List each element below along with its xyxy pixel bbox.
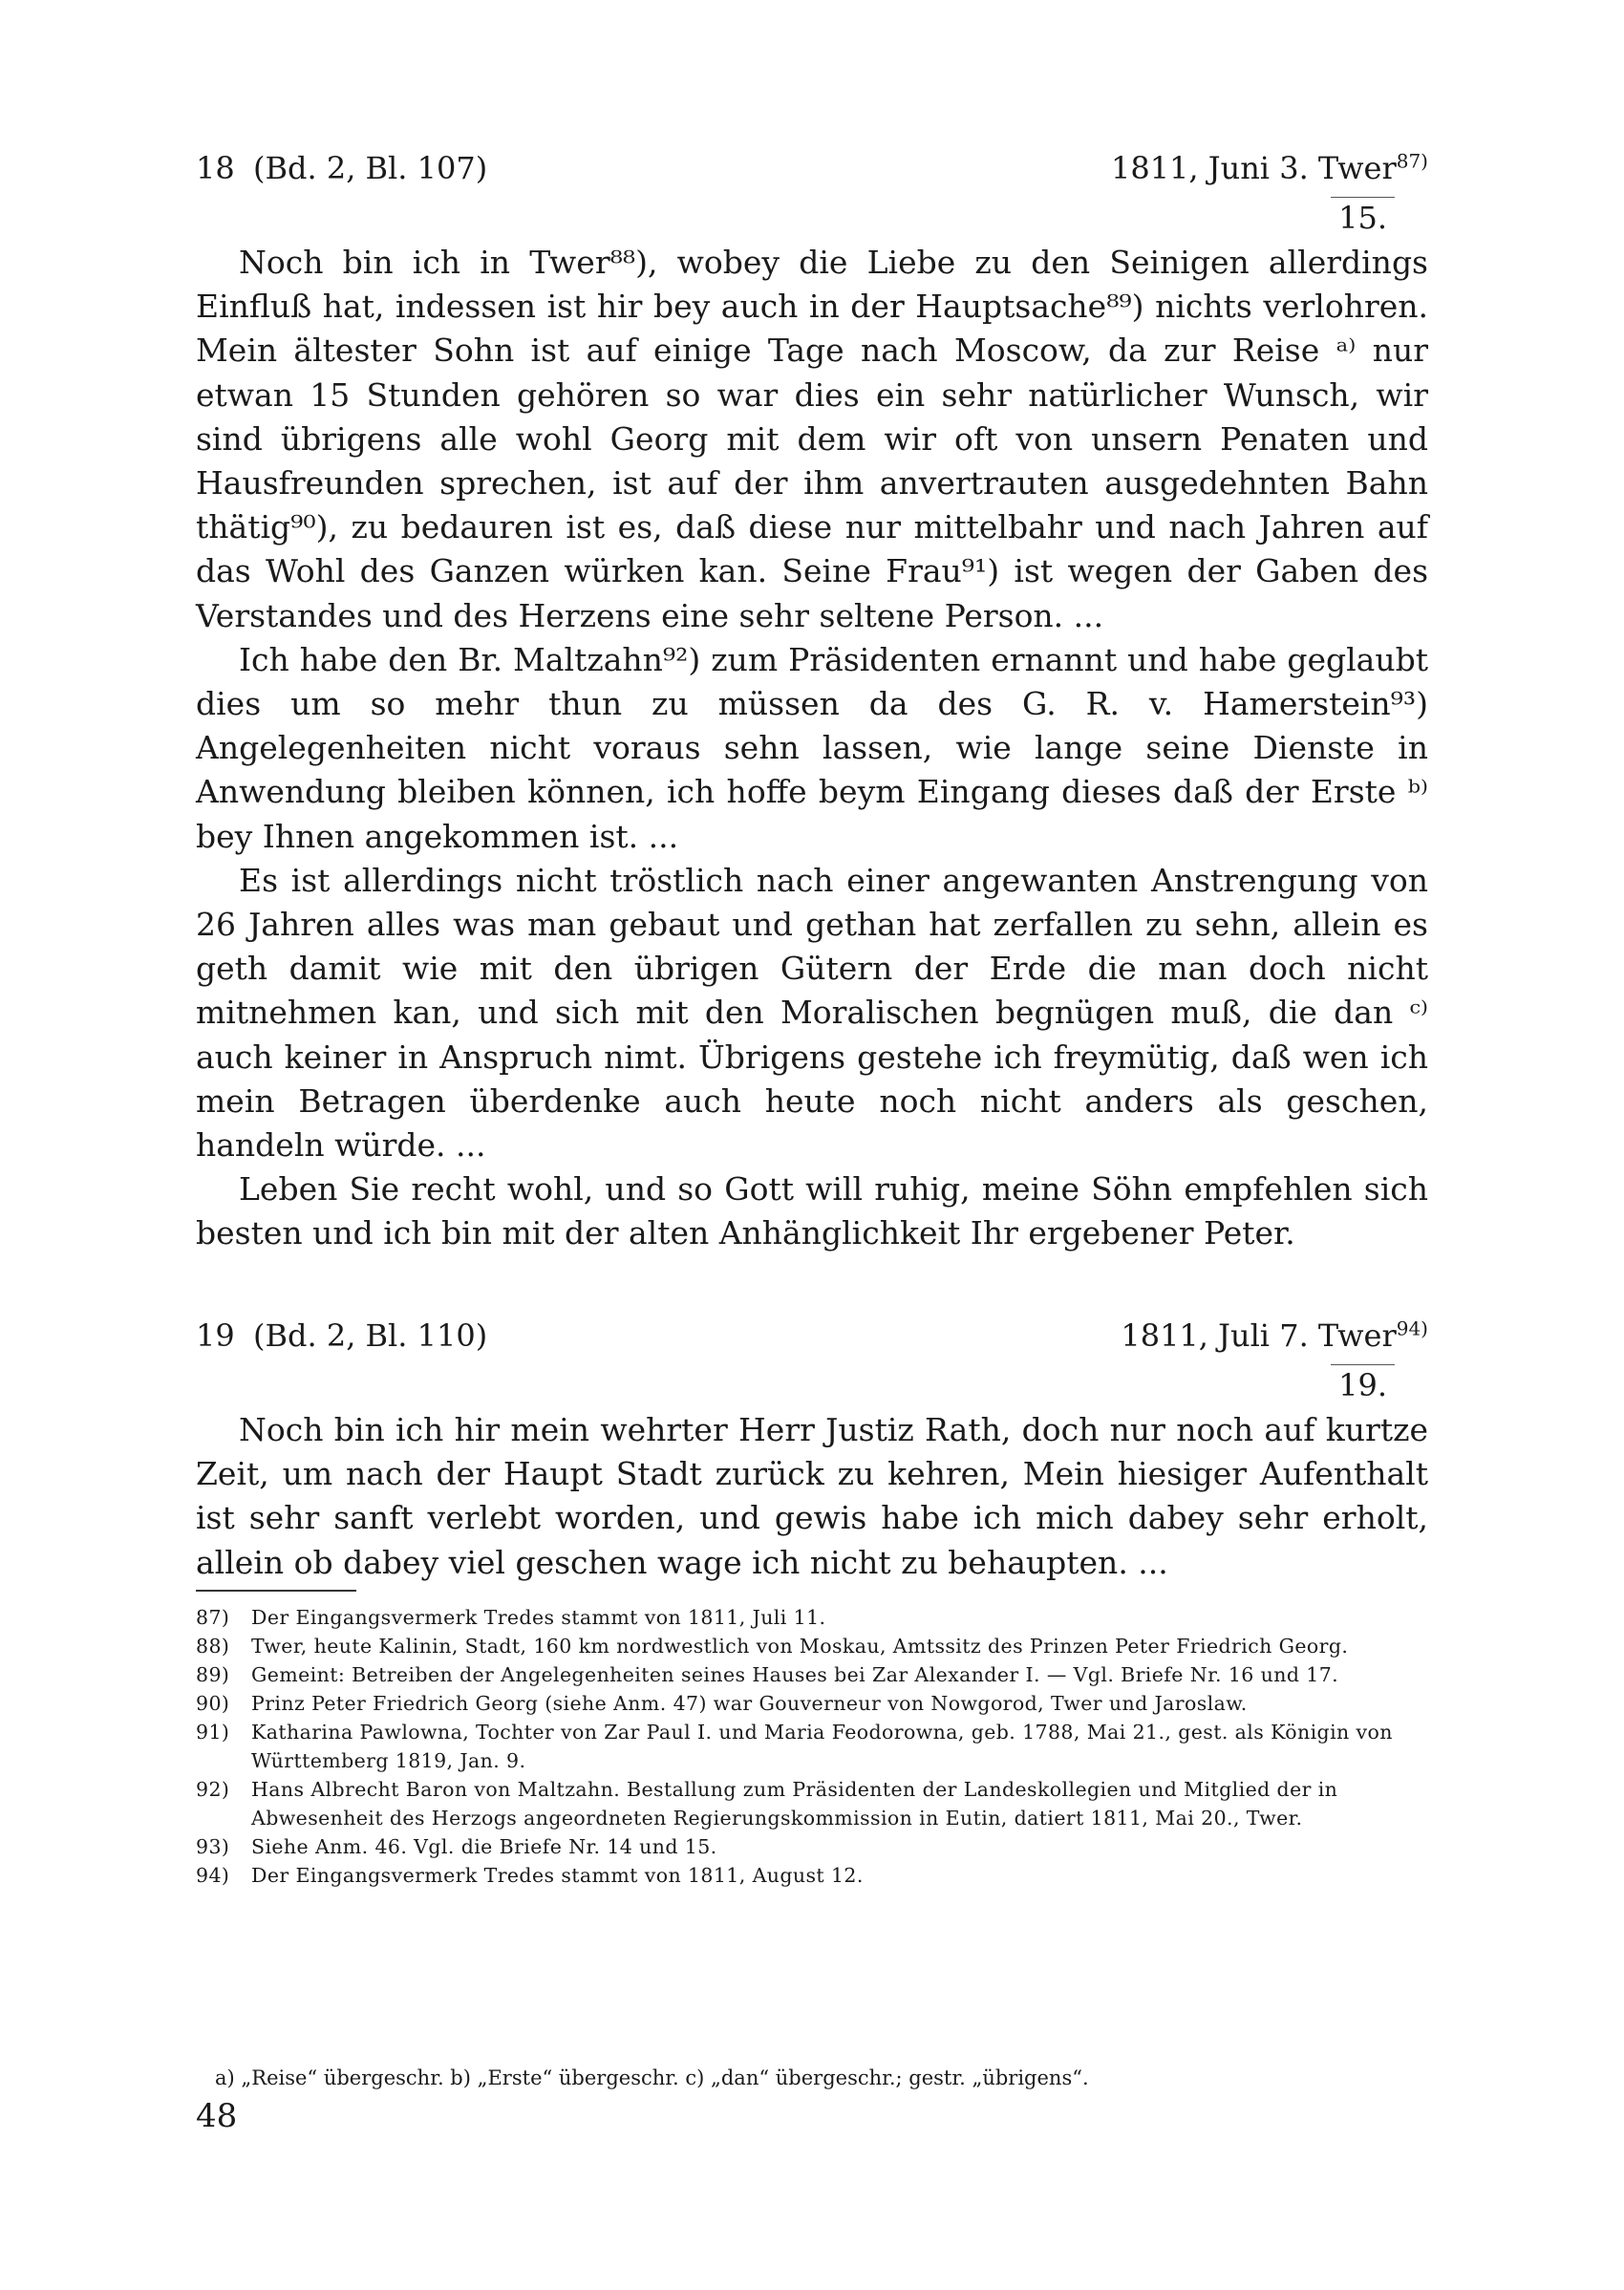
letter-date: [1111, 141, 1428, 195]
letter-entry: [196, 141, 1428, 1256]
footnote-text: Hans Albrecht Baron von Maltzahn. Bestallung zum Präsidenten der Landeskollegien und Mitglied der in Abwesenheit des Herzogs angeordneten Regierungskommission in Eutin, datiert 1811, Mai 20., Twer.: [251, 1778, 1338, 1830]
footnote-number: 90): [196, 1692, 230, 1715]
footnote-ref: 94): [1396, 1316, 1428, 1340]
letter-source: (Bd. 2, Bl. 110): [253, 1317, 488, 1354]
receipt-number: 19.: [1331, 1364, 1395, 1403]
receipt-note: [196, 195, 1428, 241]
footnote-text: Der Eingangsvermerk Tredes stammt von 1811, Juli 11.: [251, 1606, 826, 1629]
footnote-text: Siehe Anm. 46. Vgl. die Briefe Nr. 14 und 15.: [251, 1835, 717, 1858]
footnote-ref: 87): [1396, 149, 1428, 173]
letter-number: 19: [196, 1317, 235, 1354]
letter-date-text: 1811, Juni 3. Twer: [1110, 150, 1397, 186]
letter-source: (Bd. 2, Bl. 107): [253, 150, 488, 186]
page-number: 48: [196, 2097, 238, 2135]
footnote-number: 88): [196, 1635, 230, 1658]
footnote-number: 92): [196, 1778, 230, 1801]
footnote-number: 94): [196, 1864, 230, 1887]
footnote: [196, 1832, 1428, 1861]
letter-heading: [196, 1309, 1428, 1362]
footnote: [196, 1689, 1428, 1718]
footnote-number: 87): [196, 1606, 230, 1629]
footnote: [196, 1775, 1428, 1832]
receipt-note: [196, 1362, 1428, 1408]
footnote-text: Gemeint: Betreiben der Angelegenheiten seines Hauses bei Zar Alexander I. — Vgl. Briefe Nr. 16 und 17.: [251, 1663, 1339, 1686]
paragraph: Leben Sie recht wohl, und so Gott will ruhig, meine Söhn empfehlen sich besten und ich bin mit der alten Anhänglichkeit Ihr ergebener Peter.: [196, 1170, 1428, 1252]
paragraph: Ich habe den Br. Maltzahn⁹²) zum Präsidenten ernannt und habe geglaubt dies um so mehr thun zu müssen da des G. R. v. Hamerstein⁹³) Angelegenheiten nicht voraus sehn lassen, wie lange seine Dienste in Anwendung bleiben können, ich hoffe beym Eingang dieses daß der Erste ᵇ⁾ bey Ihnen angekommen ist. ...: [196, 640, 1428, 855]
letter-body: [196, 1408, 1428, 1585]
footnote-text: Der Eingangsvermerk Tredes stammt von 1811, August 12.: [251, 1864, 864, 1887]
footnote: [196, 1603, 1428, 1632]
paragraph: Es ist allerdings nicht tröstlich nach einer angewanten Anstrengung von 26 Jahren alles was man gebaut und gethan hat zerfallen zu sehn, allein es geth damit wie mit den übrigen Gütern der Erde die man doch nicht mitnehmen kan, und sich mit den Moralischen begnügen muß, die dan ᶜ⁾ auch keiner in Anspruch nimt. Übrigens gestehe ich freymütig, daß wen ich mein Betragen überdenke auch heute noch nicht anders als geschen, handeln würde. ...: [196, 861, 1428, 1165]
letter-heading: [196, 141, 1428, 195]
footnotes: [196, 1603, 1428, 1890]
footnote: [196, 1660, 1428, 1689]
footnote-number: 89): [196, 1663, 230, 1686]
footnote: [196, 1718, 1428, 1775]
letter-date-text: 1811, Juli 7. Twer: [1121, 1317, 1397, 1354]
letter-date: [1121, 1309, 1428, 1362]
letter-entry: [196, 1309, 1428, 1585]
footnote-divider: [196, 1590, 356, 1592]
footnote-text: Katharina Pawlowna, Tochter von Zar Paul I. und Maria Feodorowna, geb. 1788, Mai 21., gest. als Königin von Württemberg 1819, Jan. 9.: [251, 1721, 1393, 1772]
letter-body: [196, 241, 1428, 1256]
paragraph: Noch bin ich in Twer⁸⁸), wobey die Liebe zu den Seinigen allerdings Einfluß hat, indessen ist hir bey auch in der Hauptsache⁸⁹) nichts verlohren. Mein ältester Sohn ist auf einige Tage nach Moscow, da zur Reise ᵃ⁾ nur etwan 15 Stunden gehören so war dies ein sehr natürlicher Wunsch, wir sind übrigens alle wohl Georg mit dem wir oft von unsern Penaten und Hausfreunden sprechen, ist auf der ihm anvertrauten ausgedehnten Bahn thätig⁹⁰), zu bedauren ist es, daß diese nur mittelbahr und nach Jahren auf das Wohl des Ganzen würken kan. Seine Frau⁹¹) ist wegen der Gaben des Verstandes und des Herzens eine sehr seltene Person. ...: [196, 244, 1428, 634]
footnote-number: 91): [196, 1721, 230, 1744]
critical-apparatus: a) „Reise“ übergeschr. b) „Erste“ übergeschr. c) „dan“ übergeschr.; gestr. „übrigens“.: [215, 2066, 1089, 2089]
footnote: [196, 1632, 1428, 1660]
letter-number: 18: [196, 150, 235, 186]
footnote-text: Prinz Peter Friedrich Georg (siehe Anm. 47) war Gouverneur von Nowgorod, Twer und Jaroslaw.: [251, 1692, 1248, 1715]
paragraph: Noch bin ich hir mein wehrter Herr Justiz Rath, doch nur noch auf kurtze Zeit, um nach der Haupt Stadt zurück zu kehren, Mein hiesiger Aufenthalt ist sehr sanft verlebt worden, und gewis habe ich mich dabey sehr erholt, allein ob dabey viel geschen wage ich nicht zu behaupten. ...: [196, 1411, 1428, 1581]
footnote-number: 93): [196, 1835, 230, 1858]
footnote: [196, 1861, 1428, 1890]
receipt-number: 15.: [1331, 197, 1395, 236]
footnote-text: Twer, heute Kalinin, Stadt, 160 km nordwestlich von Moskau, Amtssitz des Prinzen Peter Friedrich Georg.: [251, 1635, 1349, 1658]
